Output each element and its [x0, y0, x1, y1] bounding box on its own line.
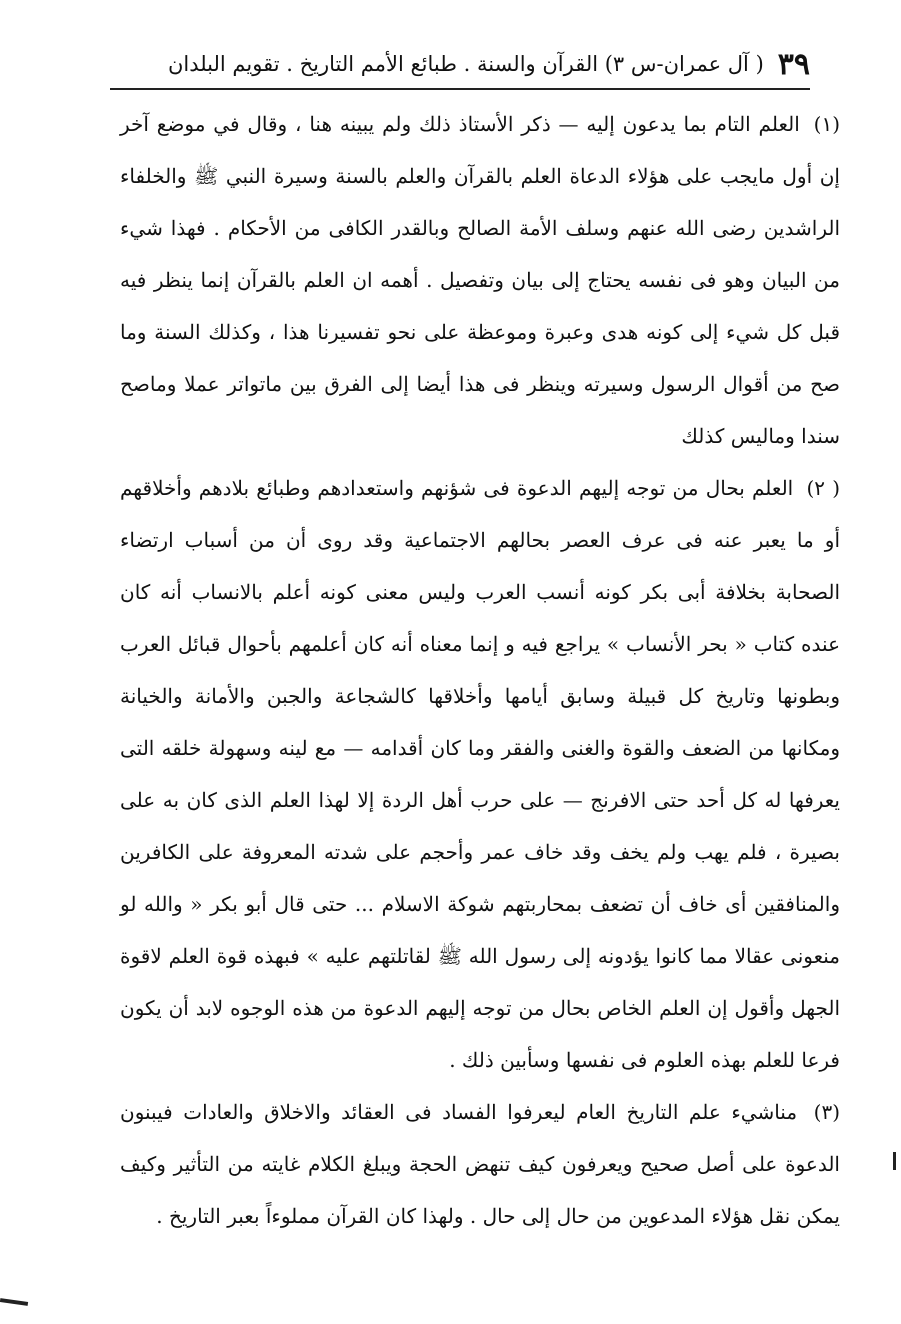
margin-tick-mark [893, 1152, 896, 1170]
running-title: ( آل عمران-س ٣) القرآن والسنة . طبائع الأمم التاريخ . تقويم البلدان [167, 52, 764, 76]
footnote-number: (١) [813, 112, 841, 136]
page-number: ٣٩ [777, 46, 810, 82]
scan-corner-mark [0, 1298, 28, 1306]
footnote-text: مناشيء علم التاريخ العام ليعرفوا الفساد فى العقائد والاخلاق والعادات فيبنون الدعوة على أصل صحيح ويعرفون كيف تنهض الحجة ويبلغ الكلام غايته من التأثير وكيف يمكن نقل هؤلاء المدعوين من حال إلى حال . ولهذا كان القرآن مملوءاً بعبر التاريخ . [120, 1100, 840, 1228]
footnote-number: (٣) [813, 1100, 840, 1124]
footnote-number: ( ٢) [806, 476, 841, 500]
footnote-2 [120, 462, 840, 1086]
header-rule [110, 88, 810, 90]
footnote-text: العلم التام بما يدعون إليه — ذكر الأستاذ ذلك ولم يبينه هنا ، وقال في موضع آخر إن أول مايجب على هؤلاء الدعاة العلم بالقرآن والعلم بالسنة وسيرة النبي ﷺ والخلفاء الراشدين رضى الله عنهم وسلف الأمة الصالح وبالقدر الكافى من الأحكام . فهذا شيء من البيان وهو فى نفسه يحتاج إلى بيان وتفصيل . أهمه ان العلم بالقرآن إنما ينظر فيه قبل كل شيء إلى كونه هدى وعبرة وموعظة على نحو تفسيرنا هذا ، وكذلك السنة وما صح من أقوال الرسول وسيرته وينظر فى هذا أيضا إلى الفرق بين ماتواتر عملا وماصح سندا وماليس كذلك [120, 112, 840, 448]
footnote-text: العلم بحال من توجه إليهم الدعوة فى شؤنهم واستعدادهم وطبائع بلادهم وأخلاقهم أو ما يعبر عنه فى عرف العصر بحالهم الاجتماعية وقد روى أن من أسباب ارتضاء الصحابة بخلافة أبى بكر كونه أنسب العرب وليس معنى كونه أعلم بالانساب أنه كان عنده كتاب « بحر الأنساب » يراجع فيه و إنما معناه أنه كان أعلمهم بأحوال قبائل العرب وبطونها وتاريخ كل قبيلة وسابق أيامها وأخلاقها كالشجاعة والجبن والأمانة والخيانة ومكانها من الضعف والقوة والغنى والفقر وما كان أقدامه — مع لينه وسهولة خلقه التى يعرفها له كل أحد حتى الافرنج — على حرب أهل الردة إلا لهذا العلم الذى كان به على بصيرة ، فلم يهب ولم يخف وقد خاف عمر وأحجم على شدته المعروفة على الكافرين والمنافقين أى خاف أن تضعف بمحاربتهم شوكة الاسلام ... حتى قال أبو بكر « والله لو منعونى عقالا مما كانوا يؤدونه إلى رسول الله ﷺ لقاتلتهم عليه » فبهذه قوة العلم لاقوة الجهل وأقول إن العلم الخاص بحال من توجه إليهم الدعوة من هذه الوجوه لابد أن يكون فرعا للعلم بهذه العلوم فى نفسها وسأبين ذلك . [120, 476, 840, 1072]
footnote-1 [120, 98, 840, 462]
footnotes-body [120, 98, 840, 1242]
footnote-3 [120, 1086, 840, 1242]
running-header [110, 40, 810, 88]
